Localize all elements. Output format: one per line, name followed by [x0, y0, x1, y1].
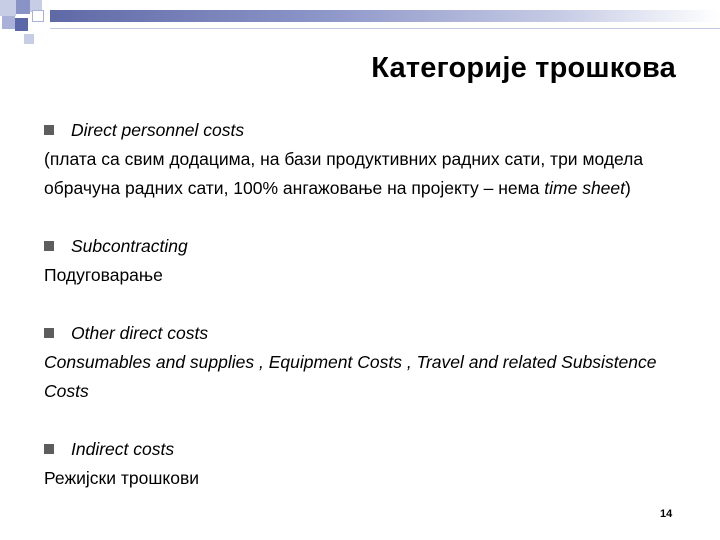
decor-square — [0, 0, 16, 16]
list-item — [44, 232, 684, 290]
square-bullet-icon — [44, 241, 54, 251]
header-rule — [50, 28, 720, 29]
item-description: Consumables and supplies , Equipment Costs , Travel and related Subsistence Costs — [44, 352, 657, 401]
slide-content — [44, 116, 684, 493]
item-heading: Indirect costs — [71, 439, 175, 459]
list-item — [44, 116, 684, 203]
bullet-heading — [44, 116, 684, 145]
decor-square — [24, 34, 34, 44]
list-item — [44, 319, 684, 406]
page-number: 14 — [660, 508, 673, 520]
square-bullet-icon — [44, 125, 54, 135]
item-heading: Direct personnel costs — [71, 120, 245, 140]
item-description — [44, 145, 684, 203]
decor-square — [16, 0, 30, 14]
decor-square — [15, 18, 28, 31]
item-description-text: (плата са свим додацима, на бази продуктивних радних сати, три модела обрачуна радних сати, 100% ангажовање на пројекту – нема — [44, 149, 644, 198]
bullet-heading — [44, 319, 684, 348]
bullet-heading — [44, 435, 684, 464]
item-description-end: ) — [625, 178, 631, 198]
decor-square — [32, 10, 44, 22]
square-bullet-icon — [44, 328, 54, 338]
header-gradient-bar — [50, 10, 720, 22]
item-heading: Subcontracting — [71, 236, 188, 256]
decor-square — [2, 16, 15, 29]
item-heading: Other direct costs — [71, 323, 209, 343]
bullet-heading — [44, 232, 684, 261]
list-item — [44, 435, 684, 493]
slide-title: Категорије трошкова — [371, 52, 676, 84]
item-description: Подуговарање — [44, 265, 163, 285]
item-description-italic: time sheet — [544, 178, 625, 198]
square-bullet-icon — [44, 444, 54, 454]
item-description: Режијски трошкови — [44, 468, 200, 488]
